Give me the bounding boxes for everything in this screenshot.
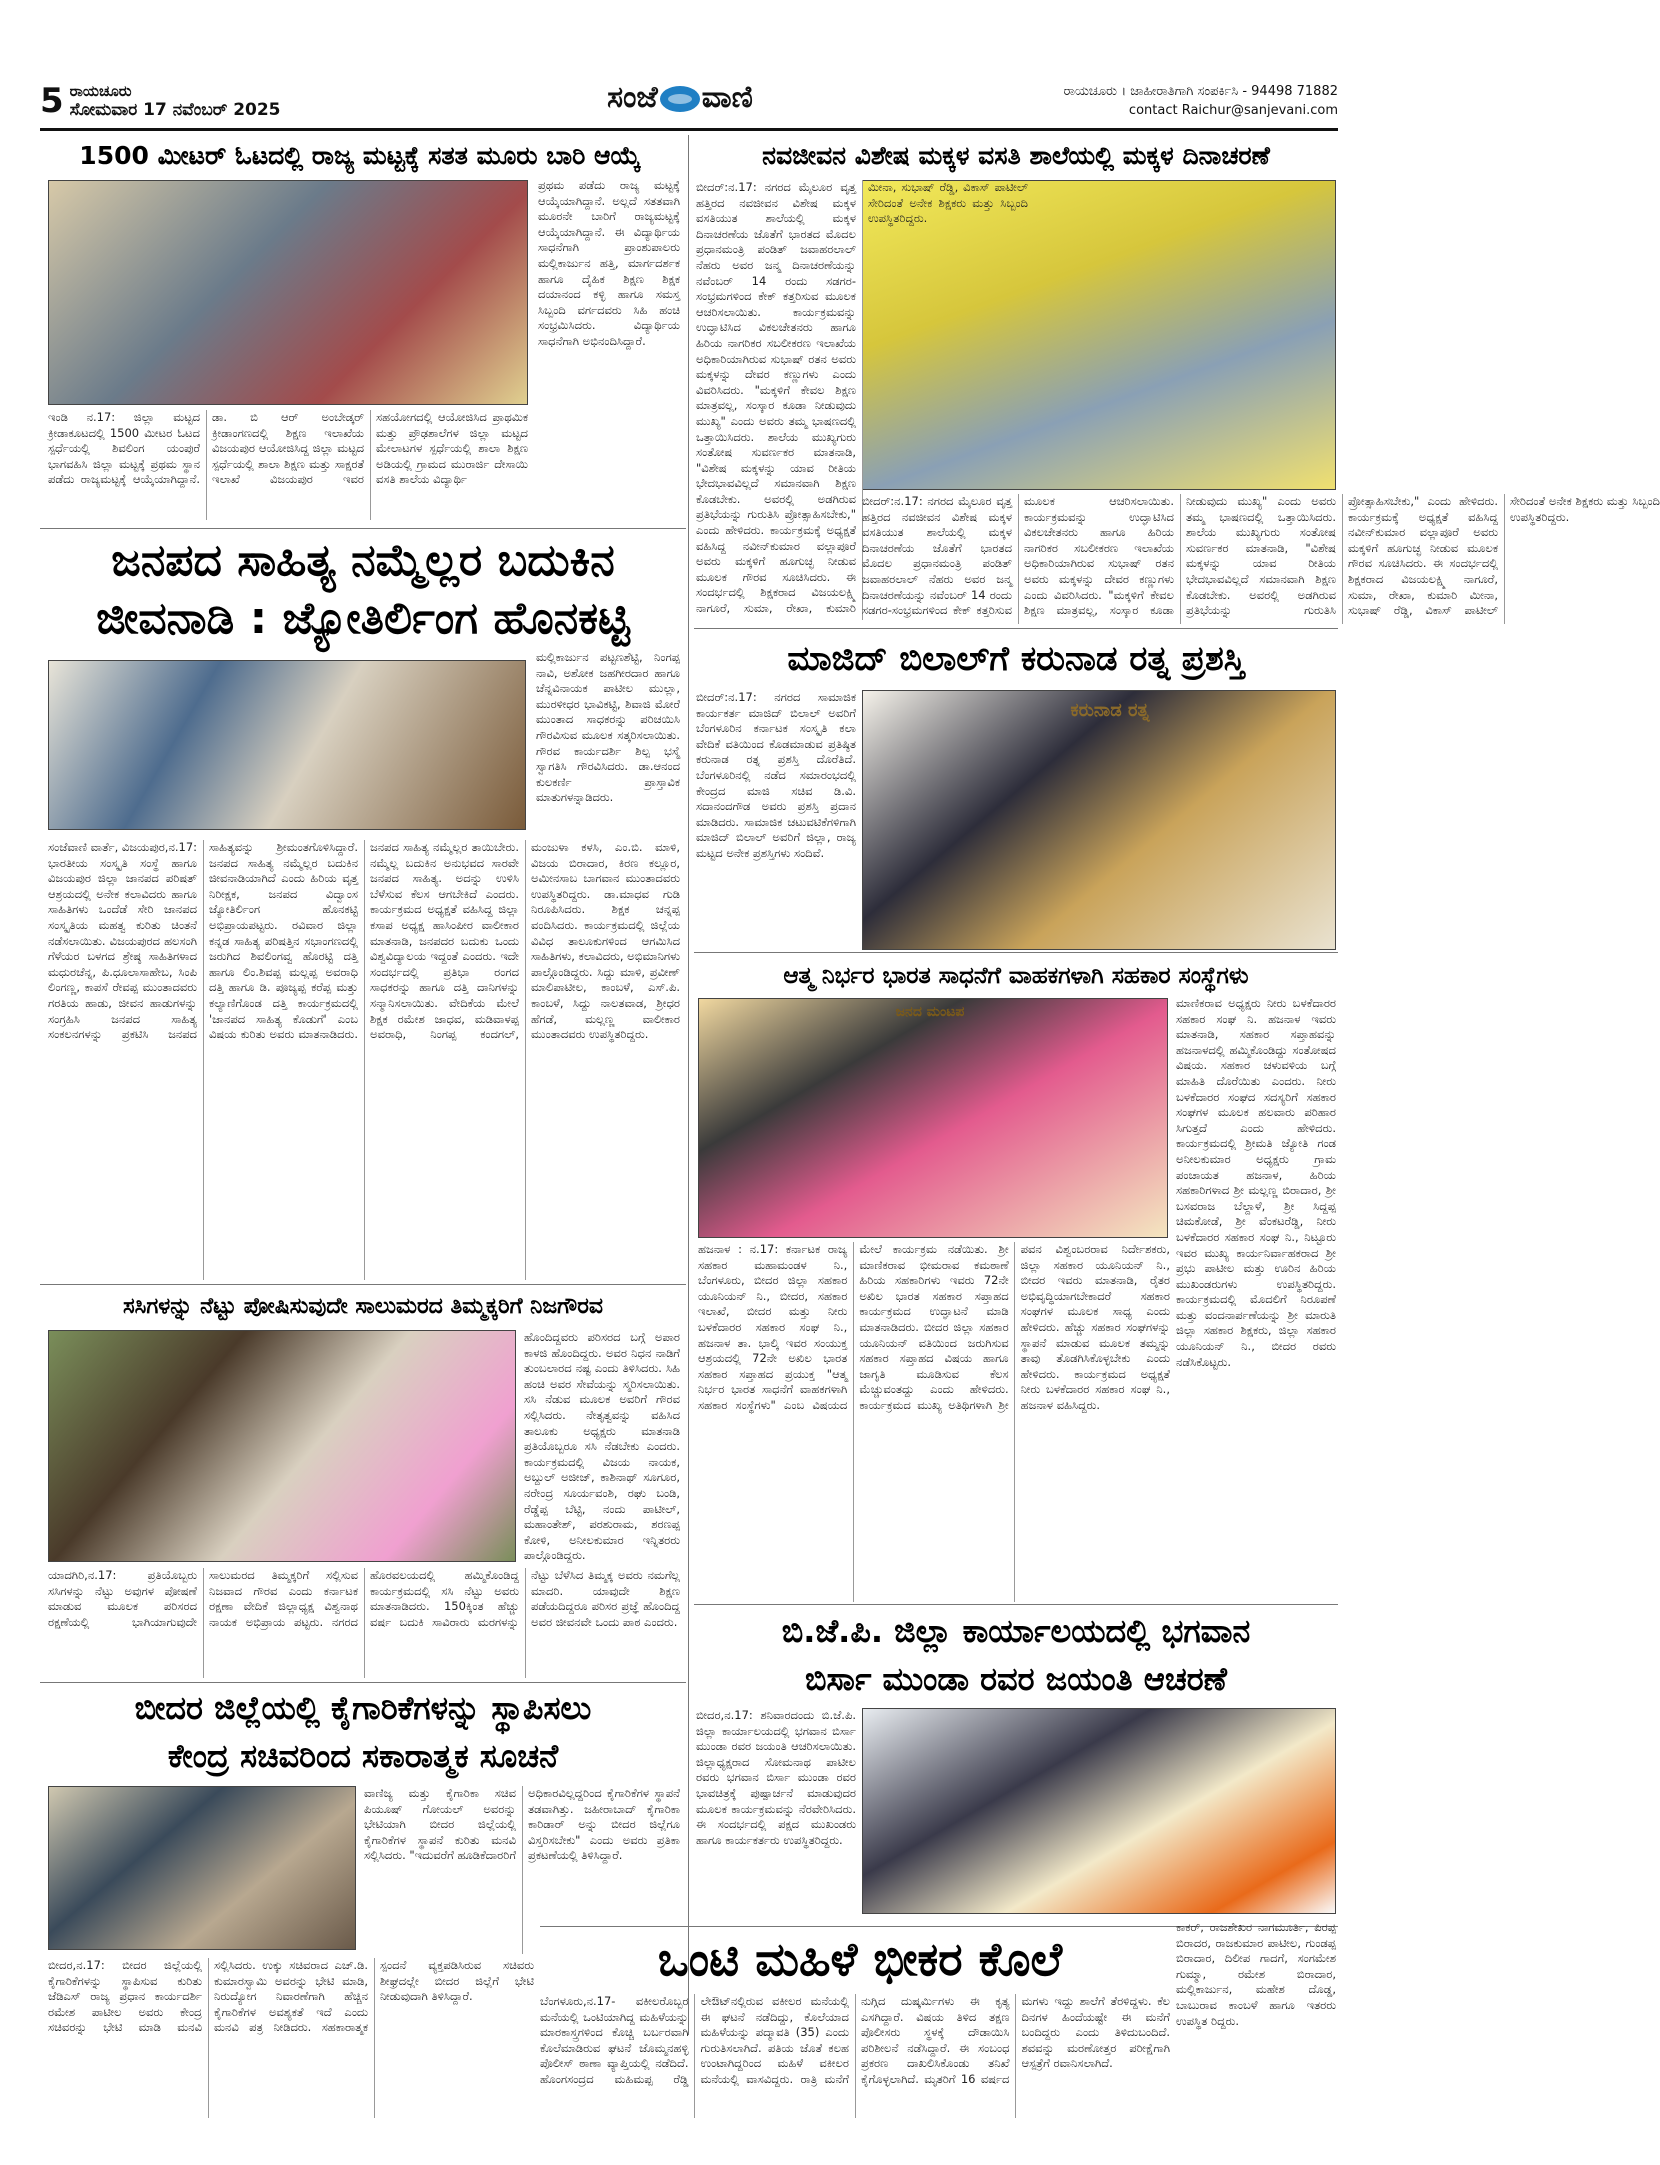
story5-body: ಹಜನಾಳ : ನ.17: ಕರ್ನಾಟಕ ರಾಜ್ಯ ಸಹಕಾರ ಮಹಾಮಂಡಳ ನಿ., ಬೆಂಗಳೂರು, ಬೀದರ ಜಿಲ್ಲಾ ಸಹಕಾರ ಯೂನಿಯನ್ ನಿ., ಬೀದರ, ಸಹಕಾರ ಇಲಾಖೆ, ಬೀದರ ಮತ್ತು ನೀರು ಬಳಕೆದಾರರ ಸಹಕಾರ ಸಂಘ ನಿ., ಹಜನಾಳ ತಾ. ಭಾಲ್ಕಿ ಇವರ ಸಂಯುಕ್ತ ಆಶ್ರಯದಲ್ಲಿ 72ನೇ ಅಖಿಲ ಭಾರತ ಸಹಕಾರ ಸಪ್ತಾಹದ ಪ್ರಯುಕ್ತ "ಆತ್ಮ ನಿರ್ಭರ ಭಾರತ ಸಾಧನೆಗೆ ವಾಹಕಗಳಾಗಿ ಸಹಕಾರ ಸಂಸ್ಥೆಗಳು" ಎಂಬ ವಿಷಯದ ಮೇಲೆ ಕಾರ್ಯಕ್ರಮ ನಡೆಯಿತು. ಶ್ರೀ ಮಾಣಿಕರಾವ ಭೀಮರಾವ ಕಮಠಾಣೆ ಹಿರಿಯ ಸಹಕಾರಿಗಳು ಇವರು 72ನೇ ಅಖಿಲ ಭಾರತ ಸಹಕಾರ ಸಪ್ತಾಹದ ಕಾರ್ಯಕ್ರಮದ ಉದ್ಘಾಟನೆ ಮಾಡಿ ಮಾತನಾಡಿದರು. ಬೀದರ ಜಿಲ್ಲಾ ಸಹಕಾರ ಯೂನಿಯನ್ ವತಿಯಿಂದ ಜರುಗಿಸುವ ಸಹಕಾರ ಸಪ್ತಾಹದ ವಿಷಯ ಹಾಗೂ ಜಾಗೃತಿ ಮೂಡಿಸುವ ಕೆಲಸ ಮೆಚ್ಚುವಂತದ್ದು ಎಂದು ಹೇಳಿದರು. ಕಾರ್ಯಕ್ರಮದ ಮುಖ್ಯ ಅತಿಥಿಗಳಾಗಿ ಶ್ರೀ ಪವನ ವಿಶ್ವಂಬರರಾವ ನಿರ್ದೇಶಕರು, ಜಿಲ್ಲಾ ಸಹಕಾರ ಯೂನಿಯನ್ ನಿ., ಬೀದರ ಇವರು ಮಾತನಾಡಿ, ರೈತರ ಅಭಿವೃದ್ಧಿಯಾಗಬೇಕಾದರೆ ಸಹಕಾರ ಸಂಘಗಳ ಮೂಲಕ ಸಾಧ್ಯ ಎಂದು ಹೇಳಿದರು. ಹೆಚ್ಚು ಸಹಕಾರ ಸಂಘಗಳನ್ನು ಸ್ಥಾಪನೆ ಮಾಡುವ ಮೂಲಕ ತಮ್ಮನ್ನು ತಾವು ತೊಡಗಿಸಿಕೊಳ್ಳಬೇಕು ಎಂದು ಹೇಳಿದರು. ಕಾರ್ಯಕ್ರಮದ ಅಧ್ಯಕ್ಷತೆ ನೀರು ಬಳಕೆದಾರರ ಸಹಕಾರ ಸಂಘ ನಿ., ಹಜನಾಳ ವಹಿಸಿದ್ದರು. [698, 1242, 1170, 1412]
story8-body: ಬೀದರ,ನ.17: ಬೀದರ ಜಿಲ್ಲೆಯಲ್ಲಿ ಕೈಗಾರಿಕೆಗಳನ್ನು ಸ್ಥಾಪಿಸುವ ಕುರಿತು ಜೆಡಿಎಸ್ ರಾಜ್ಯ ಪ್ರಧಾನ ಕಾರ್ಯದರ್ಶಿ ರಮೇಶ ಪಾಟೀಲ ಅವರು ಕೇಂದ್ರ ಸಚಿವರನ್ನು ಭೇಟಿ ಮಾಡಿ ಮನವಿ ಸಲ್ಲಿಸಿದರು. ಉಕ್ಕು ಸಚಿವರಾದ ಎಚ್.ಡಿ. ಕುಮಾರಸ್ವಾಮಿ ಅವರನ್ನು ಭೇಟಿ ಮಾಡಿ, ನಿರುದ್ಯೋಗ ನಿವಾರಣೆಗಾಗಿ ಹೆಚ್ಚಿನ ಕೈಗಾರಿಕೆಗಳ ಅವಶ್ಯಕತೆ ಇದೆ ಎಂದು ಮನವಿ ಪತ್ರ ನೀಡಿದರು. ಸಹಕಾರಾತ್ಮಕ ಸ್ಪಂದನೆ ವ್ಯಕ್ತಪಡಿಸಿರುವ ಸಚಿವರು ಶೀಘ್ರದಲ್ಲೇ ಬೀದರ ಜಿಲ್ಲೆಗೆ ಭೇಟಿ ನೀಡುವುದಾಗಿ ತಿಳಿಸಿದ್ದಾರೆ. [48, 1958, 534, 2035]
story7-headline-line2: ಬಿರ್ಸಾ ಮುಂಡಾ ರವರ ಜಯಂತಿ ಆಚರಣೆ [805, 1660, 1227, 1698]
story2-body-bottom: ಬೀದರ್:ನ.17: ನಗರದ ಮೈಲೂರ ವೃತ್ತ ಹತ್ತಿರದ ನವಜೀವನ ವಿಶೇಷ ಮಕ್ಕಳ ವಸತಿಯುತ ಶಾಲೆಯಲ್ಲಿ ಮಕ್ಕಳ ದಿನಾಚರಣೆಯ ಜೊತೆಗೆ ಭಾರತದ ಮೊದಲ ಪ್ರಧಾನಮಂತ್ರಿ ಪಂಡಿತ್ ಜವಾಹರಲಾಲ್ ನೆಹರು ಅವರ ಜನ್ಮ ದಿನಾಚರಣೆಯನ್ನು ನವೆಂಬರ್ 14 ರಂದು ಸಡಗರ-ಸಂಭ್ರಮಗಳಿಂದ ಕೇಕ್ ಕತ್ತರಿಸುವ ಮೂಲಕ ಆಚರಿಸಲಾಯಿತು. ಕಾರ್ಯಕ್ರಮವನ್ನು ಉದ್ಘಾಟಿಸಿದ ವಿಕಲಚೇತನರು ಹಾಗೂ ಹಿರಿಯ ನಾಗರಿಕರ ಸಬಲೀಕರಣ ಇಲಾಖೆಯ ಅಧಿಕಾರಿಯಾಗಿರುವ ಸುಭಾಷ್ ರತನ ಅವರು ಮಕ್ಕಳನ್ನು ದೇವರ ಕಣ್ಣುಗಳು ಎಂದು ವಿವರಿಸಿದರು. "ಮಕ್ಕಳಿಗೆ ಕೇವಲ ಶಿಕ್ಷಣ ಮಾತ್ರವಲ್ಲ, ಸಂಸ್ಕಾರ ಕೂಡಾ ನೀಡುವುದು ಮುಖ್ಯ" ಎಂದು ಅವರು ತಮ್ಮ ಭಾಷಣದಲ್ಲಿ ಒತ್ತಾಯಿಸಿದರು. ಶಾಲೆಯ ಮುಖ್ಯಗುರು ಸಂತೋಷ ಸುವರ್ಣಕರ ಮಾತನಾಡಿ, "ವಿಶೇಷ ಮಕ್ಕಳನ್ನು ಯಾವ ರೀತಿಯ ಭೇದಭಾವವಿಲ್ಲದೆ ಸಮಾನವಾಗಿ ಶಿಕ್ಷಣ ಕೊಡಬೇಕು. ಅವರಲ್ಲಿ ಅಡಗಿರುವ ಪ್ರತಿಭೆಯನ್ನು ಗುರುತಿಸಿ ಪ್ರೋತ್ಸಾಹಿಸಬೇಕು," ಎಂದು ಹೇಳಿದರು. ಕಾರ್ಯಕ್ರಮಕ್ಕೆ ಅಧ್ಯಕ್ಷತೆ ವಹಿಸಿದ್ದ ನವೀನ್‌ಕುಮಾರ ವಲ್ಲಾಪೂರೆ ಅವರು ಮಕ್ಕಳಿಗೆ ಹೂಗುಚ್ಛ ನೀಡುವ ಮೂಲಕ ಗೌರವ ಸೂಚಿಸಿದರು. ಈ ಸಂದರ್ಭದಲ್ಲಿ ಶಿಕ್ಷಕರಾದ ವಿಜಯಲಕ್ಷ್ಮಿ ನಾಗೂರೆ, ಸುಮಾ, ರೇಖಾ, ಕುಮಾರಿ ಮೀನಾ, ಸುಭಾಷ್ ರೆಡ್ಡಿ, ವಿಕಾಸ್ ಪಾಟೀಲ್ ಸೇರಿದಂತೆ ಅನೇಕ ಶಿಕ್ಷಕರು ಮತ್ತು ಸಿಬ್ಬಂದಿ ಉಪಸ್ಥಿತರಿದ್ದರು. [862, 494, 1660, 618]
story3-body: ಸಂಜೆವಾಣಿ ವಾರ್ತೆ, ವಿಜಯಪುರ,ನ.17: ಭಾರತೀಯ ಸಂಸ್ಕೃತಿ ಸಂಸ್ಥೆ ಹಾಗೂ ವಿಜಯಪುರ ಜಿಲ್ಲಾ ಜಾನಪದ ಪರಿಷತ್ ಆಶ್ರಯದಲ್ಲಿ ಅನೇಕ ಕಲಾವಿದರು ಹಾಗೂ ಸಾಹಿತಿಗಳು ಒಂದೆಡೆ ಸೇರಿ ಜಾನಪದ ಸಂಸ್ಕೃತಿಯ ಮಹತ್ವ ಕುರಿತು ಚಿಂತನೆ ನಡೆಸಲಾಯಿತು. ವಿಜಯಪುರದ ಹಲಸಂಗಿ ಗೆಳೆಯರ ಬಳಗದ ಶ್ರೇಷ್ಠ ಸಾಹಿತಿಗಳಾದ ಮಧುರಚೆನ್ನ, ಪಿ.ಧೂಲಾಸಾಹೇಬ, ಸಿಂಪಿ ಲಿಂಗಣ್ಣ, ಕಾಪಸೆ ರೇವಪ್ಪ ಮುಂತಾದವರು ಗರತಿಯ ಹಾಡು, ಜೀವನ ಹಾಡುಗಳನ್ನು ಸಂಗ್ರಹಿಸಿ ಜನಪದ ಸಾಹಿತ್ಯ ಸಂಕಲನಗಳನ್ನು ಪ್ರಕಟಿಸಿ ಜನಪದ ಸಾಹಿತ್ಯವನ್ನು ಶ್ರೀಮಂತಗೊಳಿಸಿದ್ದಾರೆ. ಜನಪದ ಸಾಹಿತ್ಯ ನಮ್ಮೆಲ್ಲರ ಬದುಕಿನ ಜೀವನಾಡಿಯಾಗಿದೆ ಎಂದು ಹಿರಿಯ ವೃತ್ತ ನಿರೀಕ್ಷಕ, ಜನಪದ ವಿದ್ವಾಂಸ ಜ್ಯೋತಿರ್ಲಿಂಗ ಹೊನಕಟ್ಟಿ ಅಭಿಪ್ರಾಯಪಟ್ಟರು. ರವಿವಾರ ಜಿಲ್ಲಾ ಕನ್ನಡ ಸಾಹಿತ್ಯ ಪರಿಷತ್ತಿನ ಸಭಾಂಗಣದಲ್ಲಿ ಜರುಗಿದ ಶಿವಲಿಂಗವ್ವ ಹೊರಟ್ಟಿ ದತ್ತಿ ಹಾಗೂ ಲಿಂ.ಶಿವಪ್ಪ ಮಲ್ಲಪ್ಪ ಅವರಾಧಿ ದತ್ತಿ ಹಾಗೂ ಡಿ. ಪೂಜ್ಯಪ್ಪ ಕರೆಪ್ಪ ಮತ್ತು ಕಲ್ಯಾಣಿಗೊಂಡ ದತ್ತಿ ಕಾರ್ಯಕ್ರಮದಲ್ಲಿ 'ಜಾನಪದ ಸಾಹಿತ್ಯ ಕೊಡುಗೆ' ಎಂಬ ವಿಷಯ ಕುರಿತು ಅವರು ಮಾತನಾಡಿದರು. ಜನಪದ ಸಾಹಿತ್ಯ ನಮ್ಮೆಲ್ಲರ ತಾಯಿಬೇರು. ನಮ್ಮೆಲ್ಲ ಬದುಕಿನ ಅನುಭವದ ಸಾರವೇ ಜನಪದ ಸಾಹಿತ್ಯ. ಅದನ್ನು ಉಳಿಸಿ ಬೆಳೆಸುವ ಕೆಲಸ ಆಗಬೇಕಿದೆ ಎಂದರು. ಕಾರ್ಯಕ್ರಮದ ಅಧ್ಯಕ್ಷತೆ ವಹಿಸಿದ್ದ ಜಿಲ್ಲಾ ಕಸಾಪ ಅಧ್ಯಕ್ಷ ಹಾಸಿಂಪೀರ ವಾಲೀಕಾರ ಮಾತನಾಡಿ, ಜನಪದರ ಬದುಕು ಒಂದು ವಿಶ್ವವಿದ್ಯಾಲಯ ಇದ್ದಂತೆ ಎಂದರು. ಇದೇ ಸಂದರ್ಭದಲ್ಲಿ ಪ್ರತಿಭಾ ರಂಗದ ಸಾಧಕರನ್ನು ಹಾಗೂ ದತ್ತಿ ದಾನಿಗಳನ್ನು ಸನ್ಮಾನಿಸಲಾಯಿತು. ವೇದಿಕೆಯ ಮೇಲೆ ಶಿಕ್ಷಕ ರಮೇಶ ಜಾಧವ, ಮಡಿವಾಳಪ್ಪ ಅವರಾಧಿ, ನಿಂಗಪ್ಪ ಕಂದಗಲ್, ಮಂಜುಳಾ ಕಳಸಿ, ಎಂ.ಬಿ. ಮಾಳಿ, ವಿಜಯ ಬಿರಾದಾರ, ಕಿರಣ ಕಲ್ಲೂರ, ಅಮೀನಸಾಬ ಬಾಗವಾನ ಮುಂತಾದವರು ಉಪಸ್ಥಿತರಿದ್ದರು. ಡಾ.ಮಾಧವ ಗುಡಿ ನಿರೂಪಿಸಿದರು. ಶಿಕ್ಷಕ ಚನ್ನಪ್ಪ ವಂದಿಸಿದರು. ಕಾರ್ಯಕ್ರಮದಲ್ಲಿ ಜಿಲ್ಲೆಯ ವಿವಿಧ ತಾಲೂಕುಗಳಿಂದ ಆಗಮಿಸಿದ ಸಾಹಿತಿಗಳು, ಕಲಾವಿದರು, ಅಭಿಮಾನಿಗಳು ಪಾಲ್ಗೊಂಡಿದ್ದರು. ಸಿದ್ದು ಮಾಳಿ, ಪ್ರವೀಣ್ ಮಾಲಿಪಾಟೀಲ, ಕಾಂಬಳೆ, ಎಸ್.ಪಿ. ಕಾಂಬಳೆ, ಸಿದ್ದು ನಾಲತವಾಡ, ಶ್ರೀಧರ ಹೆಗಡೆ, ಮಲ್ಲಣ್ಣ ವಾಲೀಕಾರ ಮುಂತಾದವರು ಉಪಸ್ಥಿತರಿದ್ದರು. [48, 840, 680, 1042]
contact-line: ರಾಯಚೂರು । ಜಾಹೀರಾತಿಗಾಗಿ ಸಂಪರ್ಕಿಸಿ - 94498 71882 [1063, 84, 1338, 99]
page-header-right [1000, 82, 1338, 122]
story5-photo [698, 998, 1168, 1238]
story4-headline: ಮಾಜಿದ್ ಬಿಲಾಲ್‌ಗೆ ಕರುನಾಡ ರತ್ನ ಪ್ರಶಸ್ತಿ [787, 639, 1245, 679]
story4-photo [862, 690, 1336, 950]
story1-body-left: ಇಂಡಿ ನ.17: ಜಿಲ್ಲಾ ಮಟ್ಟದ ಕ್ರೀಡಾಕೂಟದಲ್ಲಿ 1500 ಮೀಟರ ಓಟದ ಸ್ಪರ್ಧೆಯಲ್ಲಿ ಶಿವಲಿಂಗ ಯಂಪುರೆ ಭಾಗವಹಿಸಿ ಜಿಲ್ಲಾ ಮಟ್ಟಕ್ಕೆ ಪ್ರಥಮ ಸ್ಥಾನ ಪಡೆದು ರಾಜ್ಯಮಟ್ಟಕ್ಕೆ ಆಯ್ಕೆಯಾಗಿದ್ದಾನೆ. ಡಾ. ಬಿ ಆರ್ ಅಂಬೇಡ್ಕರ್ ಕ್ರೀಡಾಂಗಣದಲ್ಲಿ ಶಿಕ್ಷಣ ಇಲಾಖೆಯ ವಿಜಯಪುರ ಆಯೋಜಿಸಿದ್ದ ಜಿಲ್ಲಾ ಮಟ್ಟದ ಸ್ಪರ್ಧೆಯಲ್ಲಿ ಶಾಲಾ ಶಿಕ್ಷಣ ಮತ್ತು ಸಾಕ್ಷರತೆ ಇಲಾಖೆ ವಿಜಯಪುರ ಇವರ ಸಹಯೋಗದಲ್ಲಿ ಆಯೋಜಿಸಿದ ಪ್ರಾಥಮಿಕ ಮತ್ತು ಪ್ರೌಢಶಾಲೆಗಳ ಜಿಲ್ಲಾ ಮಟ್ಟದ ಮೇಲಾಟಗಳ ಸ್ಪರ್ಧೆಯಲ್ಲಿ ಶಾಲಾ ಶಿಕ್ಷಣ ಅಡಿಯಲ್ಲಿ ಗ್ರಾಮದ ಮುರಾರ್ಜಿ ದೇಸಾಯಿ ವಸತಿ ಶಾಲೆಯ ವಿದ್ಯಾರ್ಥಿ [48, 410, 528, 487]
story8-photo [48, 1786, 356, 1950]
header-rule [40, 128, 1338, 131]
story3-photo [48, 660, 526, 830]
story-divider [694, 628, 1338, 629]
story8-body-right: ವಾಣಿಜ್ಯ ಮತ್ತು ಕೈಗಾರಿಕಾ ಸಚಿವ ಪಿಯೂಷ್ ಗೋಯಲ್ ಅವರನ್ನು ಭೇಟಿಯಾಗಿ ಬೀದರ ಜಿಲ್ಲೆಯಲ್ಲಿ ಕೈಗಾರಿಕೆಗಳ ಸ್ಥಾಪನೆ ಕುರಿತು ಮನವಿ ಸಲ್ಲಿಸಿದರು. "ಇದುವರೆಗೆ ಹೂಡಿಕೆದಾರರಿಗೆ ಅಧಿಕಾರವಿಲ್ಲದ್ದರಿಂದ ಕೈಗಾರಿಕೆಗಳ ಸ್ಥಾಪನೆ ತಡವಾಗಿತ್ತು. ಜಹೀರಾಬಾದ್ ಕೈಗಾರಿಕಾ ಕಾರಿಡಾರ್ ಅನ್ನು ಬೀದರ ಜಿಲ್ಲೆಗೂ ವಿಸ್ತರಿಸಬೇಕು" ಎಂದು ಅವರು ಪ್ರತಿಕಾ ಪ್ರಕಟಣೆಯಲ್ಲಿ ತಿಳಿಸಿದ್ದಾರೆ. [364, 1786, 680, 1863]
story9-headline: ಒಂಟಿ ಮಹಿಳೆ ಭೀಕರ ಕೊಲೆ [657, 1932, 1063, 1986]
story3-body-top: ಮಲ್ಲಿಕಾರ್ಜುನ ಪಟ್ಟಣಶೆಟ್ಟಿ, ನಿಂಗಪ್ಪ ನಾವಿ, ಅಶೋಕ ಜಹಗೀರದಾರ ಹಾಗೂ ಚೆನ್ನವಿನಾಯಕ ಪಾಟೀಲ ಮುಲ್ಲಾ, ಮುರಳೀಧರ ಭಾವಿಕಟ್ಟಿ, ಶಿವಾಜಿ ಮೋರೆ ಮುಂತಾದ ಸಾಧಕರನ್ನು ಪರಿಚಯಿಸಿ ಗೌರವಿಸುವ ಮೂಲಕ ಸತ್ಕರಿಸಲಾಯಿತು. ಗೌರವ ಕಾರ್ಯದರ್ಶಿ ಶಿಲ್ಪ ಭಸ್ಮೆ ಸ್ವಾಗತಿಸಿ ಗೌರವಿಸಿದರು. ಡಾ.ಆನಂದ ಕುಲಕರ್ಣಿ ಪ್ರಾಸ್ತಾವಿಕ ಮಾತುಗಳನ್ನಾಡಿದರು. [536, 650, 680, 805]
story-divider [694, 952, 1338, 953]
contact-email: contact Raichur@sanjevani.com [1128, 103, 1338, 118]
story1-body-right: ಪ್ರಥಮ ಪಡೆದು ರಾಜ್ಯ ಮಟ್ಟಕ್ಕೆ ಆಯ್ಕೆಯಾಗಿದ್ದಾನೆ. ಅಲ್ಲದೆ ಸತತವಾಗಿ ಮೂರನೇ ಬಾರಿಗೆ ರಾಜ್ಯಮಟ್ಟಕ್ಕೆ ಆಯ್ಕೆಯಾಗಿದ್ದಾನೆ. ಈ ವಿದ್ಯಾರ್ಥಿಯ ಸಾಧನೆಗಾಗಿ ಪ್ರಾಂಶುಪಾಲರು ಮಲ್ಲಿಕಾರ್ಜುನ ಹತ್ತಿ, ಮಾರ್ಗದರ್ಶಕ ಹಾಗೂ ದೈಹಿಕ ಶಿಕ್ಷಣ ಶಿಕ್ಷಕ ದಯಾನಂದ ಕಳ್ಳಿ ಹಾಗೂ ಸಮಸ್ತ ಸಿಬ್ಬಂದಿ ವರ್ಗದವರು ಸಿಹಿ ಹಂಚಿ ಸಂಭ್ರಮಿಸಿದರು. ವಿದ್ಯಾರ್ಥಿಯ ಸಾಧನೆಗಾಗಿ ಅಭಿನಂದಿಸಿದ್ದಾರೆ. [538, 178, 680, 348]
masthead-logo-icon [660, 86, 700, 112]
story5-photo-banner: ಜನದ ಮಂಟಪ [895, 1004, 965, 1020]
story6-headline: ಸಸಿಗಳನ್ನು ನೆಟ್ಟು ಪೋಷಿಸುವುದೇ ಸಾಲುಮರದ ತಿಮ್ಮಕ್ಕರಿಗೆ ನಿಜಗೌರವ [123, 1294, 603, 1319]
story6-photo [48, 1330, 516, 1562]
story3-headline-line2: ಜೀವನಾಡಿ : ಜ್ಯೋತಿರ್ಲಿಂಗ ಹೊನಕಟ್ಟಿ [96, 593, 630, 644]
story-divider [694, 1604, 1338, 1605]
story4-photo-banner: ಕರುನಾಡ ರತ್ನ [1070, 700, 1150, 721]
page-number: 5 [40, 81, 64, 121]
story-divider [40, 528, 686, 529]
story5-headline: ಆತ್ಮ ನಿರ್ಭರ ಭಾರತ ಸಾಧನೆಗೆ ವಾಹಕಗಳಾಗಿ ಸಹಕಾರ ಸಂಸ್ಥೆಗಳು [783, 963, 1249, 989]
story1-photo [48, 180, 528, 405]
page-header-left [40, 82, 370, 122]
masthead-right-text: ವಾಣಿ [701, 80, 753, 115]
story9-body-right: ಕಾಕರ್, ರಾಜಶೇಖರ ನಾಗಮೂರ್ತಿ, ಪಿರಪ್ಪ ಬಿರಾದರ, ರಾಜಕುಮಾರ ಪಾಟೀಲ, ಗುಂಡಪ್ಪ ಬಿರಾದಾರ, ದಿಲೀಪ ಗಾದಗೆ, ಸಂಗಮೇಶ ಗುಮ್ಮಾ, ರಮೇಶ ಬಿರಾದಾರ, ಮಲ್ಲಿಕಾರ್ಜುನ, ಮಹೇಶ ದೊಡ್ಡ, ಬಾಬುರಾವ ಕಾಂಬಳೆ ಹಾಗೂ ಇತರರು ಉಪಸ್ಥಿತ ರಿದ್ದರು. [1176, 1920, 1336, 2028]
story8-headline-line2: ಕೇಂದ್ರ ಸಚಿವರಿಂದ ಸಕಾರಾತ್ಮಕ ಸೂಚನೆ [167, 1737, 559, 1775]
column-divider [688, 135, 689, 2035]
story8-headline-line1: ಬೀದರ ಜಿಲ್ಲೆಯಲ್ಲಿ ಕೈಗಾರಿಕೆಗಳನ್ನು ಸ್ಥಾಪಿಸಲು [134, 1689, 592, 1727]
edition-city: ರಾಯಚೂರು [69, 82, 132, 100]
story3-headline-line1: ಜನಪದ ಸಾಹಿತ್ಯ ನಮ್ಮೆಲ್ಲರ ಬದುಕಿನ [111, 535, 615, 586]
story1-headline: 1500 ಮೀಟರ್ ಓಟದಲ್ಲಿ ರಾಜ್ಯ ಮಟ್ಟಕ್ಕೆ ಸತತ ಮೂರು ಬಾರಿ ಆಯ್ಕೆ [79, 141, 641, 170]
story-divider [40, 1682, 686, 1683]
story6-body-right: ಹೊಂದಿದ್ದವರು ಪರಿಸರದ ಬಗ್ಗೆ ಅಪಾರ ಕಾಳಜಿ ಹೊಂದಿದ್ದರು. ಅವರ ನಿಧನ ನಾಡಿಗೆ ತುಂಬಲಾರದ ನಷ್ಟ ಎಂದು ತಿಳಿಸಿದರು. ಸಿಹಿ ಹಂಚಿ ಅವರ ಸೇವೆಯನ್ನು ಸ್ಮರಿಸಲಾಯಿತು. ಸಸಿ ನೆಡುವ ಮೂಲಕ ಅವರಿಗೆ ಗೌರವ ಸಲ್ಲಿಸಿದರು. ನೇತೃತ್ವವನ್ನು ವಹಿಸಿದ ತಾಲೂಕು ಅಧ್ಯಕ್ಷರು ಮಾತನಾಡಿ ಪ್ರತಿಯೊಬ್ಬರೂ ಸಸಿ ನೆಡಬೇಕು ಎಂದರು. ಕಾರ್ಯಕ್ರಮದಲ್ಲಿ ವಿಜಯ ನಾಯಕ, ಅಬ್ದುಲ್ ಅಜೀಜ್, ಕಾಶಿನಾಥ್ ಸೂಗೂರ, ನರೇಂದ್ರ ಸೂರ್ಯವಂಶಿ, ರಘು ಬಂಡಿ, ರೆಡ್ಡೆಪ್ಪ ಬೆಟ್ಟಿ, ನಂದು ಪಾಟೀಲ್, ಮಹಾಂತೇಶ್, ಪರಶುರಾಮ, ಶರಣಪ್ಪ ಕೋಳಿ, ಅನೀಲಕುಮಾರ ಇನ್ನಿತರರು ಪಾಲ್ಗೊಂಡಿದ್ದರು. [524, 1330, 680, 1563]
story-divider [40, 1284, 686, 1285]
story7-body: ಬೀದರ,ನ.17: ಶನಿವಾರದಂದು ಬಿ.ಜೆ.ಪಿ. ಜಿಲ್ಲಾ ಕಾರ್ಯಾಲಯದಲ್ಲಿ ಭಗವಾನ ಬಿರ್ಸಾ ಮುಂಡಾ ರವರ ಜಯಂತಿ ಆಚರಿಸಲಾಯಿತು. ಜಿಲ್ಲಾಧ್ಯಕ್ಷರಾದ ಸೋಮನಾಥ ಪಾಟೀಲ ರವರು ಭಗವಾನ ಬಿರ್ಸಾ ಮುಂಡಾ ರವರ ಭಾವಚಿತ್ರಕ್ಕೆ ಪುಷ್ಪಾರ್ಚನೆ ಮಾಡುವುದರ ಮೂಲಕ ಕಾರ್ಯಕ್ರಮವನ್ನು ನೆರವೇರಿಸಿದರು. ಈ ಸಂದರ್ಭದಲ್ಲಿ ಪಕ್ಷದ ಮುಖಂಡರು ಹಾಗೂ ಕಾರ್ಯಕರ್ತರು ಉಪಸ್ಥಿತರಿದ್ದರು. [696, 1708, 856, 1847]
masthead [560, 80, 800, 126]
story6-body: ಯಾದಗಿರಿ,ನ.17: ಪ್ರತಿಯೊಬ್ಬರು ಸಸಿಗಳನ್ನು ನೆಟ್ಟು ಅವುಗಳ ಪೋಷಣೆ ಮಾಡುವ ಮೂಲಕ ಪರಿಸರದ ರಕ್ಷಣೆಯಲ್ಲಿ ಭಾಗಿಯಾಗುವುದೇ ಸಾಲುಮರದ ತಿಮ್ಮಕ್ಕರಿಗೆ ಸಲ್ಲಿಸುವ ನಿಜವಾದ ಗೌರವ ಎಂದು ಕರ್ನಾಟಕ ರಕ್ಷಣಾ ವೇದಿಕೆ ಜಿಲ್ಲಾಧ್ಯಕ್ಷ ವಿಶ್ವನಾಥ ನಾಯಕ ಅಭಿಪ್ರಾಯ ಪಟ್ಟರು. ನಗರದ ಹೊರವಲಯದಲ್ಲಿ ಹಮ್ಮಿಕೊಂಡಿದ್ದ ಕಾರ್ಯಕ್ರಮದಲ್ಲಿ ಸಸಿ ನೆಟ್ಟು ಅವರು ಮಾತನಾಡಿದರು. 150ಕ್ಕಿಂತ ಹೆಚ್ಚು ವರ್ಷ ಬದುಕಿ ಸಾವಿರಾರು ಮರಗಳನ್ನು ನೆಟ್ಟು ಬೆಳೆಸಿದ ತಿಮ್ಮಕ್ಕ ಅವರು ನಮಗೆಲ್ಲ ಮಾದರಿ. ಯಾವುದೇ ಶಿಕ್ಷಣ ಪಡೆಯದಿದ್ದರೂ ಪರಿಸರ ಪ್ರಜ್ಞೆ ಹೊಂದಿದ್ದ ಅವರ ಜೀವನವೇ ಒಂದು ಪಾಠ ಎಂದರು. [48, 1568, 680, 1629]
story7-headline-line1: ಬಿ.ಜೆ.ಪಿ. ಜಿಲ್ಲಾ ಕಾರ್ಯಾಲಯದಲ್ಲಿ ಭಗವಾನ [781, 1612, 1251, 1650]
story7-photo [862, 1708, 1336, 1914]
edition-date: ಸೋಮವಾರ 17 ನವೆಂಬರ್ 2025 [69, 100, 281, 120]
story4-body: ಬೀದರ್:ನ.17: ನಗರದ ಸಾಮಾಜಿಕ ಕಾರ್ಯಕರ್ತ ಮಾಜಿದ್ ಬಿಲಾಲ್ ಅವರಿಗೆ ಬೆಂಗಳೂರಿನ ಕರ್ನಾಟಕ ಸಂಸ್ಕೃತಿ ಕಲಾ ವೇದಿಕೆ ವತಿಯಿಂದ ಕೊಡಮಾಡುವ ಪ್ರತಿಷ್ಠಿತ ಕರುನಾಡ ರತ್ನ ಪ್ರಶಸ್ತಿ ದೊರೆತಿದೆ. ಬೆಂಗಳೂರಿನಲ್ಲಿ ನಡೆದ ಸಮಾರಂಭದಲ್ಲಿ ಕೇಂದ್ರದ ಮಾಜಿ ಸಚಿವ ಡಿ.ವಿ. ಸದಾನಂದಗೌಡ ಅವರು ಪ್ರಶಸ್ತಿ ಪ್ರದಾನ ಮಾಡಿದರು. ಸಾಮಾಜಿಕ ಚಟುವಟಿಕೆಗಳಿಗಾಗಿ ಮಾಜಿದ್ ಬಿಲಾಲ್ ಅವರಿಗೆ ಜಿಲ್ಲಾ, ರಾಜ್ಯ ಮಟ್ಟದ ಅನೇಕ ಪ್ರಶಸ್ತಿಗಳು ಸಂದಿವೆ. [696, 690, 856, 860]
story2-headline: ನವಜೀವನ ವಿಶೇಷ ಮಕ್ಕಳ ವಸತಿ ಶಾಲೆಯಲ್ಲಿ ಮಕ್ಕಳ ದಿನಾಚರಣೆ [762, 141, 1270, 170]
story5-body-side: ಮಾಣಿಕರಾವ ಅಧ್ಯಕ್ಷರು ನೀರು ಬಳಕೆದಾರರ ಸಹಕಾರ ಸಂಘ ನಿ. ಹಜನಾಳ ಇವರು ಮಾತನಾಡಿ, ಸಹಕಾರ ಸಪ್ತಾಹವನ್ನು ಹಜನಾಳದಲ್ಲಿ ಹಮ್ಮಿಕೊಂಡಿದ್ದು ಸಂತೋಷದ ವಿಷಯ. ಸಹಕಾರ ಚಳುವಳಿಯ ಬಗ್ಗೆ ಮಾಹಿತಿ ದೊರೆಯಿತು ಎಂದರು. ನೀರು ಬಳಕೆದಾರರ ಸಂಘದ ಸದಸ್ಯರಿಗೆ ಸಹಕಾರ ಸಂಘಗಳ ಮೂಲಕ ಹಲವಾರು ಪರಿಹಾರ ಸಿಗುತ್ತದೆ ಎಂದು ಹೇಳಿದರು. ಕಾರ್ಯಕ್ರಮದಲ್ಲಿ ಶ್ರೀಮತಿ ಜ್ಯೋತಿ ಗಂಡ ಅನೀಲಕುಮಾರ ಅಧ್ಯಕ್ಷರು ಗ್ರಾಮ ಪಂಚಾಯತ ಹಜನಾಳ, ಹಿರಿಯ ಸಹಕಾರಿಗಳಾದ ಶ್ರೀ ಮಲ್ಲಣ್ಣ ಬಿರಾದಾರ, ಶ್ರೀ ಬಸವರಾಜ ಬೆಲ್ದಾಳೆ, ಶ್ರೀ ಸಿದ್ದಪ್ಪ ಚಿಮಕೋಡೆ, ಶ್ರೀ ವೆಂಕಟರೆಡ್ಡಿ, ನೀರು ಬಳಕೆದಾರರ ಸಹಕಾರ ಸಂಘ ನಿ., ನಿಟ್ಟೂರು ಇವರ ಮುಖ್ಯ ಕಾರ್ಯನಿರ್ವಾಹಕರಾದ ಶ್ರೀ ಪ್ರಭು ಪಾಟೀಲ ಮತ್ತು ಊರಿನ ಹಿರಿಯ ಮುಖಂಡರುಗಳು ಉಪಸ್ಥಿತರಿದ್ದರು. ಕಾರ್ಯಕ್ರಮದಲ್ಲಿ ಮೊದಲಿಗೆ ನಿರೂಪಣೆ ಮತ್ತು ವಂದನಾರ್ಪಣೆಯನ್ನು ಶ್ರೀ ಮಾರುತಿ ಜಿಲ್ಲಾ ಸಹಕಾರ ಶಿಕ್ಷಕರು, ಜಿಲ್ಲಾ ಸಹಕಾರ ಯೂನಿಯನ್ ನಿ., ಬೀದರ ರವರು ನಡೆಸಿಕೊಟ್ಟರು. [1176, 996, 1336, 1369]
story9-body: ಬೆಂಗಳೂರು,ನ.17- ವಕೀಲರೊಬ್ಬರ ಮನೆಯಲ್ಲಿ ಒಂಟಿಯಾಗಿದ್ದ ಮಹಿಳೆಯನ್ನು ಮಾರಕಾಸ್ತ್ರಗಳಿಂದ ಕೊಚ್ಚಿ ಬರ್ಬರವಾಗಿ ಕೊಲೆಮಾಡಿರುವ ಘಟನೆ ಜೊಮ್ಮನಹಳ್ಳಿ ಪೊಲೀಸ್ ಠಾಣಾ ವ್ಯಾಪ್ತಿಯಲ್ಲಿ ನಡೆದಿದೆ. ಹೊಂಗಸಂದ್ರದ ಮಹಿಮಪ್ಪ ರೆಡ್ಡಿ ಲೇಔಟ್‌ನಲ್ಲಿರುವ ವಕೀಲರ ಮನೆಯಲ್ಲಿ ಈ ಘಟನೆ ನಡೆದಿದ್ದು, ಕೊಲೆಯಾದ ಮಹಿಳೆಯನ್ನು ಪದ್ಮಾವತಿ (35) ಎಂದು ಗುರುತಿಸಲಾಗಿದೆ. ಪತಿಯ ಜೊತೆ ಕಲಹ ಉಂಟಾಗಿದ್ದರಿಂದ ಮಹಿಳೆ ವಕೀಲರ ಮನೆಯಲ್ಲಿ ವಾಸವಿದ್ದರು. ರಾತ್ರಿ ಮನೆಗೆ ನುಗ್ಗಿದ ದುಷ್ಕರ್ಮಿಗಳು ಈ ಕೃತ್ಯ ಎಸಗಿದ್ದಾರೆ. ವಿಷಯ ತಿಳಿದ ತಕ್ಷಣ ಪೊಲೀಸರು ಸ್ಥಳಕ್ಕೆ ದೌಡಾಯಿಸಿ ಪರಿಶೀಲನೆ ನಡೆಸಿದ್ದಾರೆ. ಈ ಸಂಬಂಧ ಪ್ರಕರಣ ದಾಖಲಿಸಿಕೊಂಡು ತನಿಖೆ ಕೈಗೊಳ್ಳಲಾಗಿದೆ. ಮೃತರಿಗೆ 16 ವರ್ಷದ ಮಗಳು ಇದ್ದು ಶಾಲೆಗೆ ತೆರಳಿದ್ದಳು. ಕೆಲ ದಿನಗಳ ಹಿಂದೆಯಷ್ಟೇ ಈ ಮನೆಗೆ ಬಂದಿದ್ದರು ಎಂದು ತಿಳಿದುಬಂದಿದೆ. ಶವವನ್ನು ಮರಣೋತ್ತರ ಪರೀಕ್ಷೆಗಾಗಿ ಆಸ್ಪತ್ರೆಗೆ ರವಾನಿಸಲಾಗಿದೆ. [540, 1994, 1170, 2086]
masthead-left-text: ಸಂಜೆ [607, 80, 658, 115]
story2-body-left: ಬೀದರ್:ನ.17: ನಗರದ ಮೈಲೂರ ವೃತ್ತ ಹತ್ತಿರದ ನವಜೀವನ ವಿಶೇಷ ಮಕ್ಕಳ ವಸತಿಯುತ ಶಾಲೆಯಲ್ಲಿ ಮಕ್ಕಳ ದಿನಾಚರಣೆಯ ಜೊತೆಗೆ ಭಾರತದ ಮೊದಲ ಪ್ರಧಾನಮಂತ್ರಿ ಪಂಡಿತ್ ಜವಾಹರಲಾಲ್ ನೆಹರು ಅವರ ಜನ್ಮ ದಿನಾಚರಣೆಯನ್ನು ನವೆಂಬರ್ 14 ರಂದು ಸಡಗರ-ಸಂಭ್ರಮಗಳಿಂದ ಕೇಕ್ ಕತ್ತರಿಸುವ ಮೂಲಕ ಆಚರಿಸಲಾಯಿತು. ಕಾರ್ಯಕ್ರಮವನ್ನು ಉದ್ಘಾಟಿಸಿದ ವಿಕಲಚೇತನರು ಹಾಗೂ ಹಿರಿಯ ನಾಗರಿಕರ ಸಬಲೀಕರಣ ಇಲಾಖೆಯ ಅಧಿಕಾರಿಯಾಗಿರುವ ಸುಭಾಷ್ ರತನ ಅವರು ಮಕ್ಕಳನ್ನು ದೇವರ ಕಣ್ಣುಗಳು ಎಂದು ವಿವರಿಸಿದರು. "ಮಕ್ಕಳಿಗೆ ಕೇವಲ ಶಿಕ್ಷಣ ಮಾತ್ರವಲ್ಲ, ಸಂಸ್ಕಾರ ಕೂಡಾ ನೀಡುವುದು ಮುಖ್ಯ" ಎಂದು ಅವರು ತಮ್ಮ ಭಾಷಣದಲ್ಲಿ ಒತ್ತಾಯಿಸಿದರು. ಶಾಲೆಯ ಮುಖ್ಯಗುರು ಸಂತೋಷ ಸುವರ್ಣಕರ ಮಾತನಾಡಿ, "ವಿಶೇಷ ಮಕ್ಕಳನ್ನು ಯಾವ ರೀತಿಯ ಭೇದಭಾವವಿಲ್ಲದೆ ಸಮಾನವಾಗಿ ಶಿಕ್ಷಣ ಕೊಡಬೇಕು. ಅವರಲ್ಲಿ ಅಡಗಿರುವ ಪ್ರತಿಭೆಯನ್ನು ಗುರುತಿಸಿ ಪ್ರೋತ್ಸಾಹಿಸಬೇಕು," ಎಂದು ಹೇಳಿದರು. ಕಾರ್ಯಕ್ರಮಕ್ಕೆ ಅಧ್ಯಕ್ಷತೆ ವಹಿಸಿದ್ದ ನವೀನ್‌ಕುಮಾರ ವಲ್ಲಾಪೂರೆ ಅವರು ಮಕ್ಕಳಿಗೆ ಹೂಗುಚ್ಛ ನೀಡುವ ಮೂಲಕ ಗೌರವ ಸೂಚಿಸಿದರು. ಈ ಸಂದರ್ಭದಲ್ಲಿ ಶಿಕ್ಷಕರಾದ ವಿಜಯಲಕ್ಷ್ಮಿ ನಾಗೂರೆ, ಸುಮಾ, ರೇಖಾ, ಕುಮಾರಿ [696, 180, 856, 616]
